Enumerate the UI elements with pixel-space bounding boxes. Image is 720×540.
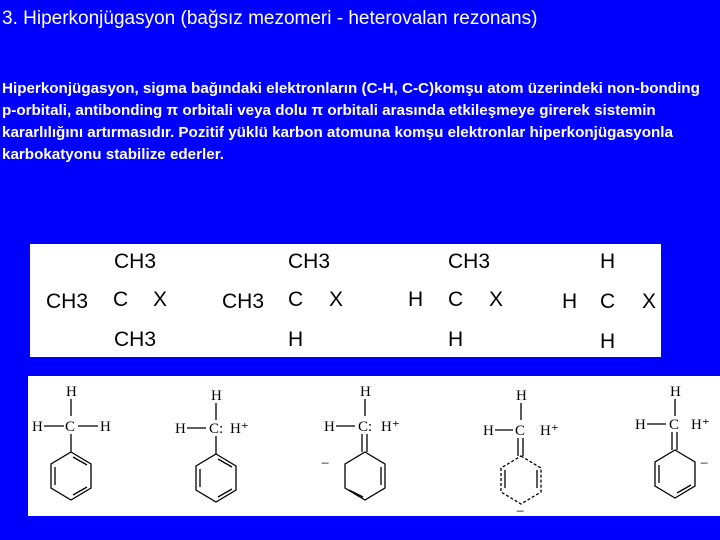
s3-right: X [489, 288, 504, 311]
s2-bottom: H [288, 328, 304, 351]
r2-h-top: H [211, 388, 222, 404]
structure-1 [46, 250, 167, 351]
resonance-structure-5 [635, 384, 710, 498]
s4-left: H [562, 290, 578, 313]
structure-3 [408, 250, 503, 351]
structure-4 [562, 250, 656, 353]
s3-top: CH3 [448, 250, 491, 273]
resonance-structure-1 [32, 384, 111, 500]
s2-right: X [329, 288, 344, 311]
r1-h-left: H [32, 419, 43, 435]
s3-center: C [448, 288, 464, 311]
r5-h-plus: H⁺ [691, 417, 710, 433]
r1-h-right: H [100, 419, 111, 435]
r3-h-top: H [360, 384, 371, 400]
definition-paragraph: Hiperkonjügasyon, sigma bağındaki elektronların (C-H, C-C)komşu atom üzerindeki non-bonding p-orbitali, antibonding π orbitali veya dolu π orbitali arasında etkileşmeye girerek sistemin kararlılığını artırmasıdır. Pozitif yüklü karbon atomuna komşu elektronlar hiperkonjügasyonla karbokatyonu stabilize ederler. [2, 80, 700, 163]
s4-bottom: H [600, 330, 616, 353]
s3-left: H [408, 288, 424, 311]
s1-bottom: CH3 [114, 328, 157, 351]
r5-h-top: H [670, 384, 681, 400]
s2-top: CH3 [288, 250, 331, 273]
structure-2 [222, 250, 343, 351]
r3-h-left: H [324, 419, 335, 435]
s4-right: X [642, 290, 657, 313]
r4-h-left: H [483, 423, 494, 439]
r4-h-plus: H⁺ [540, 423, 559, 439]
s4-center: C [600, 290, 616, 313]
r5-h-left: H [635, 417, 646, 433]
resonance-structure-4 [483, 388, 559, 516]
resonance-structures-figure [28, 376, 720, 516]
resonance-structure-2 [175, 388, 249, 502]
r5-minus: − [700, 456, 709, 472]
r2-h-plus: H⁺ [230, 421, 249, 437]
r1-c: C [65, 419, 76, 435]
substituted-carbons-figure [30, 244, 661, 357]
s1-center: C [113, 288, 129, 311]
r2-c-colon: C: [209, 421, 224, 437]
r3-h-plus: H⁺ [381, 419, 400, 435]
s4-top: H [600, 250, 616, 273]
r2-h-left: H [175, 421, 186, 437]
r4-h-top: H [516, 388, 527, 404]
s3-bottom: H [448, 328, 464, 351]
r5-c: C [669, 417, 680, 433]
r4-minus: − [516, 504, 525, 516]
s1-right: X [153, 288, 168, 311]
s2-left: CH3 [222, 290, 265, 313]
s1-top: CH3 [114, 250, 157, 273]
r4-c: C [515, 423, 526, 439]
s2-center: C [288, 288, 304, 311]
r3-minus: − [321, 456, 330, 472]
r3-c-colon: C: [358, 419, 373, 435]
slide-title: 3. Hiperkonjügasyon (bağsız mezomeri - heterovalan rezonans) [2, 8, 538, 29]
s1-left: CH3 [46, 290, 89, 313]
resonance-structure-3 [321, 384, 400, 500]
r1-h-top: H [66, 384, 77, 400]
